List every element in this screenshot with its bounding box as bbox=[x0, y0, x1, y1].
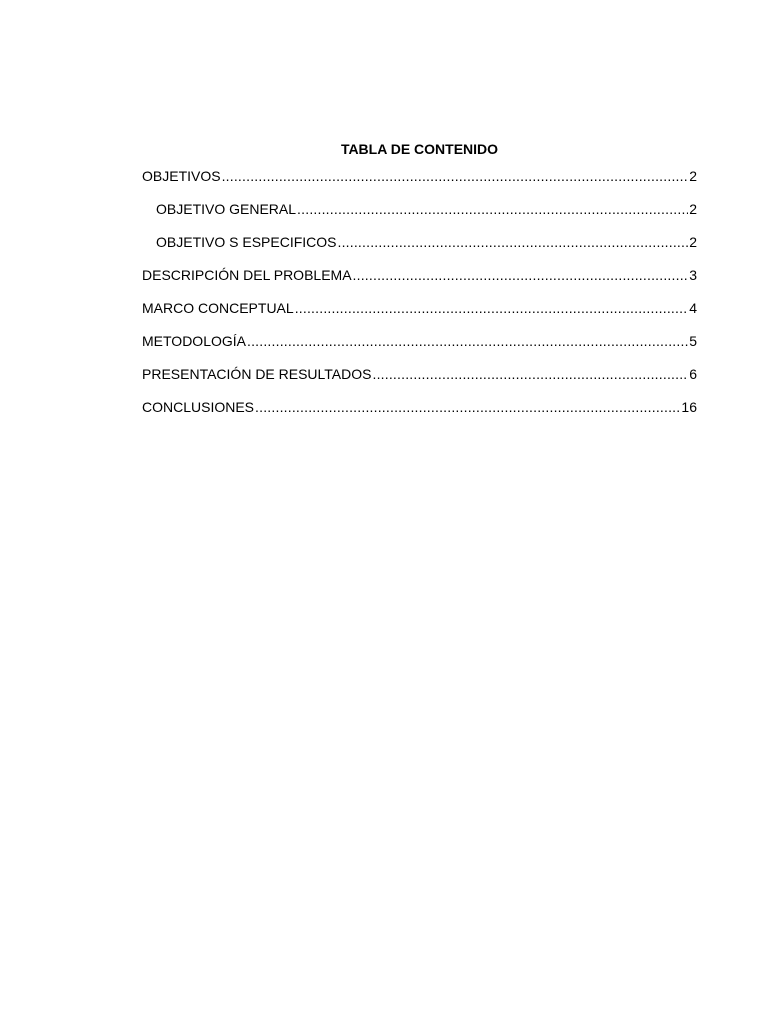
table-of-contents bbox=[142, 140, 697, 431]
toc-entry-label: OBJETIVO GENERAL bbox=[156, 201, 297, 217]
dot-leader bbox=[295, 299, 689, 317]
toc-entry-page-number: 5 bbox=[689, 333, 697, 349]
toc-entry-label: CONCLUSIONES bbox=[142, 399, 255, 415]
toc-entry-label: METODOLOGÍA bbox=[142, 333, 246, 349]
toc-entry-page-number: 16 bbox=[681, 399, 697, 415]
toc-entry-page-number: 2 bbox=[689, 168, 697, 184]
toc-entry-page-number: 6 bbox=[689, 366, 697, 382]
toc-entry-metodologia[interactable] bbox=[142, 332, 697, 365]
toc-entry-conclusiones[interactable] bbox=[142, 398, 697, 431]
toc-entry-page-number: 2 bbox=[689, 234, 697, 250]
toc-entry-label: MARCO CONCEPTUAL bbox=[142, 300, 294, 316]
toc-entry-page-number: 2 bbox=[689, 201, 697, 217]
toc-entry-marco-conceptual[interactable] bbox=[142, 299, 697, 332]
dot-leader bbox=[247, 332, 688, 350]
dot-leader bbox=[353, 266, 689, 284]
dot-leader bbox=[337, 233, 688, 251]
dot-leader bbox=[255, 398, 680, 416]
toc-entry-label: OBJETIVOS bbox=[142, 168, 221, 184]
toc-entry-descripcion-del-problema[interactable] bbox=[142, 266, 697, 299]
toc-entry-page-number: 4 bbox=[689, 300, 697, 316]
dot-leader bbox=[297, 200, 688, 218]
toc-entry-presentacion-de-resultados[interactable] bbox=[142, 365, 697, 398]
toc-entry-page-number: 3 bbox=[689, 267, 697, 283]
toc-entry-objetivos-especificos[interactable] bbox=[142, 233, 697, 266]
toc-title: TABLA DE CONTENIDO bbox=[340, 141, 499, 157]
toc-entry-label: OBJETIVO S ESPECIFICOS bbox=[156, 234, 337, 250]
toc-entry-objetivo-general[interactable] bbox=[142, 200, 697, 233]
toc-entry-label: DESCRIPCIÓN DEL PROBLEMA bbox=[142, 267, 352, 283]
dot-leader bbox=[372, 365, 688, 383]
dot-leader bbox=[222, 167, 689, 185]
toc-entry-label: PRESENTACIÓN DE RESULTADOS bbox=[142, 366, 372, 382]
toc-entry-objetivos[interactable] bbox=[142, 167, 697, 200]
